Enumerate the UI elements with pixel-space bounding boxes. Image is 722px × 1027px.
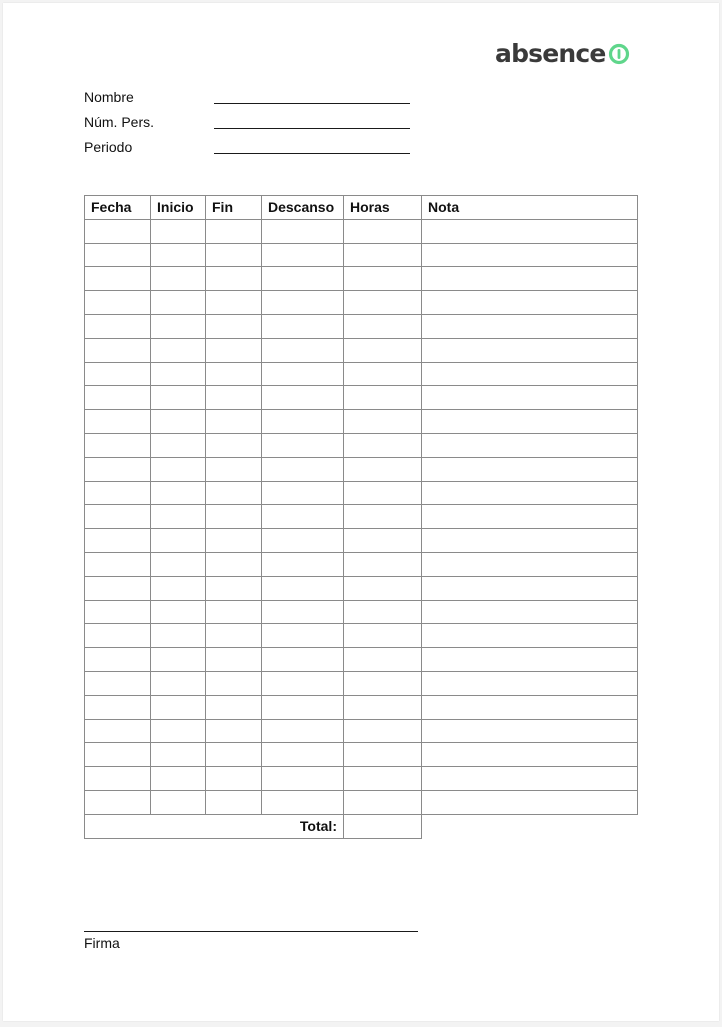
table-cell[interactable]	[344, 457, 422, 481]
table-cell[interactable]	[85, 410, 151, 434]
table-cell[interactable]	[262, 552, 344, 576]
table-cell[interactable]	[151, 719, 206, 743]
field-period	[84, 138, 414, 163]
signature-block	[84, 931, 418, 951]
table-cell[interactable]	[206, 433, 262, 457]
table-cell[interactable]	[344, 338, 422, 362]
brand-wordmark: absence	[495, 39, 606, 68]
table-cell[interactable]	[262, 529, 344, 553]
table-cell[interactable]	[262, 338, 344, 362]
table-cell[interactable]	[206, 219, 262, 243]
table-row	[85, 552, 638, 576]
table-cell[interactable]	[422, 505, 638, 529]
table-cell[interactable]	[85, 600, 151, 624]
table-cell[interactable]	[151, 648, 206, 672]
table-cell[interactable]	[422, 481, 638, 505]
column-header-start: Inicio	[151, 196, 206, 220]
table-cell[interactable]	[422, 243, 638, 267]
table-cell[interactable]	[206, 552, 262, 576]
table-cell[interactable]	[206, 243, 262, 267]
table-cell[interactable]	[422, 695, 638, 719]
table-row	[85, 529, 638, 553]
table-row	[85, 219, 638, 243]
table-cell[interactable]	[422, 552, 638, 576]
column-header-end: Fin	[206, 196, 262, 220]
table-cell[interactable]	[262, 433, 344, 457]
total-label: Total:	[85, 814, 344, 838]
table-cell[interactable]	[151, 600, 206, 624]
column-header-hours: Horas	[344, 196, 422, 220]
table-cell[interactable]	[262, 243, 344, 267]
table-cell[interactable]	[151, 505, 206, 529]
table-cell[interactable]	[344, 552, 422, 576]
table-cell[interactable]	[422, 624, 638, 648]
table-cell[interactable]	[344, 386, 422, 410]
personnel-number-input-line[interactable]	[214, 128, 410, 129]
table-cell[interactable]	[206, 505, 262, 529]
table-cell[interactable]	[85, 624, 151, 648]
column-header-break: Descanso	[262, 196, 344, 220]
table-cell[interactable]	[85, 243, 151, 267]
total-row	[85, 814, 638, 838]
table-cell[interactable]	[422, 314, 638, 338]
table-row	[85, 671, 638, 695]
table-cell[interactable]	[344, 767, 422, 791]
table-cell[interactable]	[151, 386, 206, 410]
table-body	[85, 219, 638, 814]
table-header-row	[85, 196, 638, 220]
table-cell[interactable]	[262, 648, 344, 672]
table-cell[interactable]	[422, 267, 638, 291]
table-cell[interactable]	[344, 529, 422, 553]
table-row	[85, 743, 638, 767]
table-cell[interactable]	[206, 362, 262, 386]
table-cell[interactable]	[85, 695, 151, 719]
table-cell[interactable]	[206, 790, 262, 814]
table-cell[interactable]	[262, 624, 344, 648]
table-cell[interactable]	[85, 362, 151, 386]
table-cell[interactable]	[85, 505, 151, 529]
table-cell[interactable]	[206, 314, 262, 338]
header-fields	[84, 88, 414, 163]
table-cell[interactable]	[344, 219, 422, 243]
table-cell[interactable]	[262, 695, 344, 719]
table-row	[85, 648, 638, 672]
table-cell[interactable]	[206, 457, 262, 481]
table-cell[interactable]	[344, 314, 422, 338]
table-cell[interactable]	[262, 481, 344, 505]
table-cell[interactable]	[262, 671, 344, 695]
table-cell[interactable]	[85, 291, 151, 315]
table-cell[interactable]	[151, 410, 206, 434]
table-cell[interactable]	[85, 529, 151, 553]
table-cell[interactable]	[422, 386, 638, 410]
table-cell[interactable]	[206, 576, 262, 600]
table-row	[85, 410, 638, 434]
table-row	[85, 362, 638, 386]
table-cell[interactable]	[85, 338, 151, 362]
table-cell[interactable]	[151, 219, 206, 243]
table-cell[interactable]	[85, 790, 151, 814]
table-cell[interactable]	[151, 624, 206, 648]
table-cell[interactable]	[206, 743, 262, 767]
table-cell[interactable]	[344, 481, 422, 505]
table-cell[interactable]	[344, 719, 422, 743]
table-row	[85, 505, 638, 529]
table-cell[interactable]	[262, 410, 344, 434]
field-personnel-number	[84, 113, 414, 138]
table-cell[interactable]	[206, 624, 262, 648]
table-cell[interactable]	[206, 695, 262, 719]
table-cell[interactable]	[151, 433, 206, 457]
table-cell[interactable]	[422, 529, 638, 553]
table-cell[interactable]	[422, 433, 638, 457]
table-row	[85, 576, 638, 600]
table-cell[interactable]	[262, 314, 344, 338]
table-row	[85, 338, 638, 362]
table-cell[interactable]	[422, 719, 638, 743]
table-cell[interactable]	[262, 719, 344, 743]
table-cell[interactable]	[206, 481, 262, 505]
table-cell[interactable]	[206, 386, 262, 410]
table-row	[85, 243, 638, 267]
table-cell[interactable]	[344, 267, 422, 291]
table-cell[interactable]	[422, 457, 638, 481]
table-cell[interactable]	[151, 576, 206, 600]
table-cell[interactable]	[151, 481, 206, 505]
table-cell[interactable]	[422, 743, 638, 767]
table-cell[interactable]	[151, 291, 206, 315]
field-label: Núm. Pers.	[84, 114, 155, 130]
table-cell[interactable]	[262, 386, 344, 410]
period-input-line[interactable]	[214, 153, 410, 154]
table-row	[85, 695, 638, 719]
table-cell[interactable]	[85, 648, 151, 672]
table-row	[85, 291, 638, 315]
table-cell[interactable]	[85, 433, 151, 457]
table-cell[interactable]	[85, 743, 151, 767]
table-cell[interactable]	[422, 338, 638, 362]
table-cell[interactable]	[151, 314, 206, 338]
table-cell[interactable]	[262, 267, 344, 291]
table-cell[interactable]	[422, 576, 638, 600]
table-cell[interactable]	[151, 529, 206, 553]
table-cell[interactable]	[151, 552, 206, 576]
table-cell[interactable]	[85, 386, 151, 410]
table-cell[interactable]	[85, 719, 151, 743]
table-cell[interactable]	[422, 790, 638, 814]
table-cell[interactable]	[344, 362, 422, 386]
table-cell[interactable]	[262, 362, 344, 386]
table-cell[interactable]	[85, 767, 151, 791]
table-cell[interactable]	[206, 648, 262, 672]
timesheet-table	[84, 195, 638, 839]
table-cell[interactable]	[151, 743, 206, 767]
table-cell[interactable]	[151, 767, 206, 791]
table-cell[interactable]	[85, 481, 151, 505]
field-label: Periodo	[84, 139, 133, 155]
table-row	[85, 314, 638, 338]
table-cell[interactable]	[422, 362, 638, 386]
table-row	[85, 481, 638, 505]
table-cell[interactable]	[262, 790, 344, 814]
table-row	[85, 433, 638, 457]
table-cell[interactable]	[344, 743, 422, 767]
total-row-spacer	[422, 814, 638, 838]
table-cell[interactable]	[344, 291, 422, 315]
document-page	[3, 3, 719, 1021]
table-cell[interactable]	[422, 410, 638, 434]
table-cell[interactable]	[422, 291, 638, 315]
table-cell[interactable]	[344, 624, 422, 648]
brand-logo	[495, 41, 630, 66]
table-row	[85, 624, 638, 648]
table-cell[interactable]	[422, 767, 638, 791]
signature-label: Firma	[84, 935, 120, 951]
table-cell[interactable]	[344, 695, 422, 719]
table-cell[interactable]	[344, 410, 422, 434]
table-cell[interactable]	[344, 433, 422, 457]
table-cell[interactable]	[85, 552, 151, 576]
table-cell[interactable]	[344, 576, 422, 600]
table-cell[interactable]	[206, 719, 262, 743]
table-cell[interactable]	[151, 671, 206, 695]
table-cell[interactable]	[85, 671, 151, 695]
table-cell[interactable]	[85, 457, 151, 481]
table-cell[interactable]	[85, 314, 151, 338]
table-cell[interactable]	[206, 291, 262, 315]
table-cell[interactable]	[262, 219, 344, 243]
table-cell[interactable]	[151, 790, 206, 814]
table-cell[interactable]	[262, 743, 344, 767]
table-cell[interactable]	[85, 267, 151, 291]
name-input-line[interactable]	[214, 103, 410, 104]
table-cell[interactable]	[206, 529, 262, 553]
table-cell[interactable]	[151, 338, 206, 362]
table-cell[interactable]	[85, 576, 151, 600]
table-cell[interactable]	[422, 671, 638, 695]
table-cell[interactable]	[151, 267, 206, 291]
table-row	[85, 267, 638, 291]
signature-line[interactable]	[84, 931, 418, 932]
field-name	[84, 88, 414, 113]
table-cell[interactable]	[344, 790, 422, 814]
table-cell[interactable]	[151, 457, 206, 481]
table-cell[interactable]	[151, 243, 206, 267]
table-row	[85, 600, 638, 624]
table-row	[85, 767, 638, 791]
table-cell[interactable]	[262, 505, 344, 529]
column-header-note: Nota	[422, 196, 638, 220]
table-cell[interactable]	[151, 695, 206, 719]
table-cell[interactable]	[344, 600, 422, 624]
table-cell[interactable]	[206, 600, 262, 624]
table-cell[interactable]	[344, 671, 422, 695]
table-cell[interactable]	[262, 291, 344, 315]
table-cell[interactable]	[85, 219, 151, 243]
table-cell[interactable]	[422, 600, 638, 624]
table-cell[interactable]	[206, 410, 262, 434]
table-row	[85, 386, 638, 410]
table-cell[interactable]	[262, 600, 344, 624]
table-cell[interactable]	[206, 671, 262, 695]
table-cell[interactable]	[344, 243, 422, 267]
table-cell[interactable]	[262, 457, 344, 481]
field-label: Nombre	[84, 89, 134, 105]
table-row	[85, 719, 638, 743]
table-cell[interactable]	[151, 362, 206, 386]
column-header-date: Fecha	[85, 196, 151, 220]
table-row	[85, 457, 638, 481]
table-row	[85, 790, 638, 814]
table-cell[interactable]	[206, 767, 262, 791]
table-cell[interactable]	[206, 267, 262, 291]
power-icon	[608, 43, 630, 65]
table-cell[interactable]	[262, 767, 344, 791]
table-cell[interactable]	[422, 219, 638, 243]
total-hours-cell[interactable]	[344, 814, 422, 838]
table-cell[interactable]	[262, 576, 344, 600]
table-cell[interactable]	[344, 648, 422, 672]
table-cell[interactable]	[206, 338, 262, 362]
table-cell[interactable]	[344, 505, 422, 529]
table-cell[interactable]	[422, 648, 638, 672]
